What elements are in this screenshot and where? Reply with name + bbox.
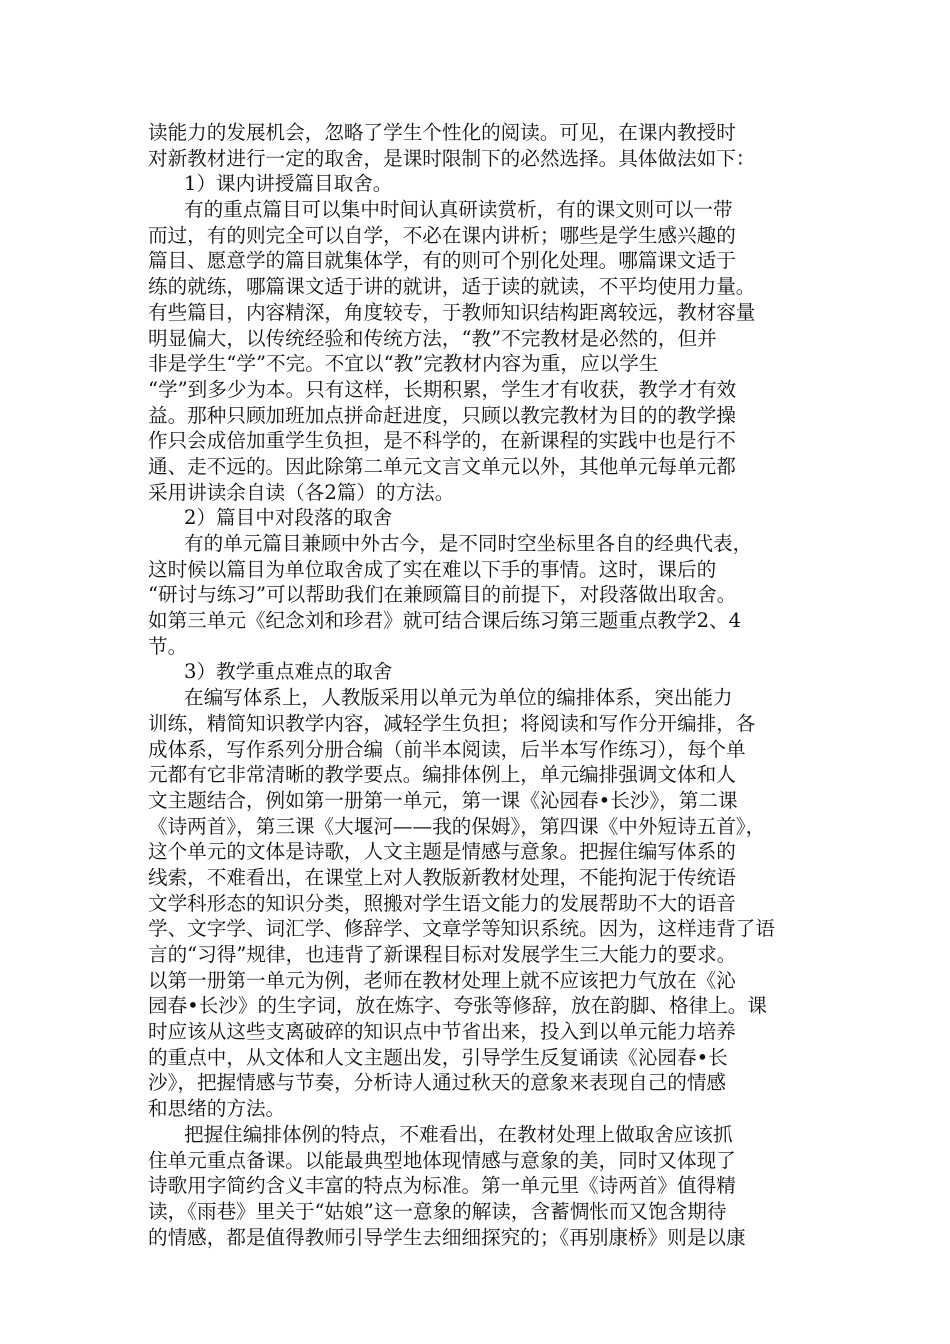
text-line: 在编写体系上，人教版采用以单元为单位的编排体系，突出能力: [184, 686, 733, 710]
text-line: 读能力的发展机会，忽略了学生个性化的阅读。可见，在课内教授时: [148, 121, 736, 144]
text-line: 如第三单元《纪念刘和珍君》就可结合课后练习第三题重点教学2、4: [148, 609, 742, 633]
text-line: 益。那种只顾加班加点拼命赶进度，只顾以教完教材为目的的教学操: [148, 403, 736, 427]
text-line: 言的“习得”规律，也违背了新课程目标对发展学生三大能力的要求。: [148, 943, 737, 966]
text-line: 文主题结合，例如第一册第一单元，第一课《沁园春•长沙》，第二课: [148, 788, 738, 812]
text-line: 明显偏大，以传统经验和传统方法，“教”不完教材是必然的，但并: [148, 326, 717, 350]
text-line: “研讨与练习”可以帮助我们在兼顾篇目的前提下，对段落做出取舍。: [148, 583, 737, 607]
text-line: 的重点中，从文体和人文主题出发，引导学生反复诵读《沁园春•长: [148, 1045, 728, 1069]
text-line: 练的就练，哪篇课文适于讲的就讲，适于读的就读，不平均使用力量。: [148, 275, 756, 299]
text-line: “学”到多少为本。只有这样，长期积累，学生才有收获，教学才有效: [148, 377, 737, 401]
text-line: 有的重点篇目可以集中时间认真研读赏析，有的课文则可以一带: [184, 198, 733, 222]
text-line: 1）课内讲授篇目取舍。: [184, 172, 393, 196]
document-page: [148, 120, 828, 1250]
text-line: 把握住编排体例的特点，不难看出，在教材处理上做取舍应该抓: [184, 1122, 733, 1146]
text-line: 时应该从这些支离破碎的知识点中节省出来，投入到以单元能力培养: [148, 1020, 736, 1044]
text-line: 《诗两首》，第三课《大堰河——我的保姆》，第四课《中外短诗五首》，: [148, 814, 766, 838]
text-line: 诗歌用字简约含义丰富的特点为标准。第一单元里《诗两首》值得精: [148, 1174, 736, 1198]
text-line: 采用讲读余自读（各2篇）的方法。: [148, 480, 455, 504]
text-line: 通、走不远的。因此除第二单元文言文单元以外，其他单元每单元都: [148, 454, 736, 478]
text-line: 以第一册第一单元为例，老师在教材处理上就不应该把力气放在《沁: [148, 968, 736, 992]
text-line: 学、文字学、词汇学、修辞学、文章学等知识系统。因为，这样违背了语: [148, 917, 775, 941]
text-line: 2）篇目中对段落的取舍: [184, 506, 393, 530]
text-line: 作只会成倍加重学生负担，是不科学的，在新课程的实践中也是行不: [148, 429, 736, 453]
text-line: 和思绪的方法。: [148, 1097, 286, 1121]
text-line: 这时候以篇目为单位取舍成了实在难以下手的事情。这时，课后的: [148, 557, 717, 581]
text-line: 读，《雨巷》里关于“姑娘”这一意象的解读，含蓄惆怅而又饱含期待: [148, 1199, 727, 1223]
text-line: 园春•长沙》的生字词，放在炼字、夸张等修辞，放在韵脚、格律上。课: [148, 994, 767, 1018]
text-line: 这个单元的文体是诗歌，人文主题是情感与意象。把握住编写体系的: [148, 840, 736, 864]
text-line: 的情感，都是值得教师引导学生去细细探究的；《再别康桥》则是以康: [148, 1225, 746, 1249]
text-line: 训练，精简知识教学内容，减轻学生负担；将阅读和写作分开编排，各: [148, 711, 756, 735]
text-line: 住单元重点备课。以能最典型地体现情感与意象的美，同时又体现了: [148, 1148, 736, 1172]
text-line: 有的单元篇目兼顾中外古今，是不同时空坐标里各自的经典代表，: [184, 532, 753, 555]
text-line: 而过，有的则完全可以自学，不必在课内讲析；哪些是学生感兴趣的: [148, 223, 736, 247]
text-line: 3）教学重点难点的取舍: [184, 660, 393, 684]
text-line: 沙》，把握情感与节奏，分析诗人通过秋天的意象来表现自己的情感: [148, 1071, 727, 1095]
text-line: 有些篇目，内容精深，角度较专，于教师知识结构距离较远，教材容量: [148, 300, 756, 324]
text-line: 线索，不难看出，在课堂上对人教版新教材处理，不能拘泥于传统语: [148, 865, 736, 889]
text-line: 节。: [148, 634, 188, 658]
text-line: 成体系，写作系列分册合编（前半本阅读，后半本写作练习），每个单: [148, 737, 746, 761]
text-line: 文学科形态的知识分类，照搬对学生语文能力的发展帮助不大的语音: [148, 891, 736, 915]
text-line: 篇目、愿意学的篇目就集体学，有的则可个别化处理。哪篇课文适于: [148, 249, 736, 273]
text-line: 对新教材进行一定的取舍，是课时限制下的必然选择。具体做法如下：: [148, 146, 756, 170]
text-line: 元都有它非常清晰的教学要点。编排体例上，单元编排强调文体和人: [148, 763, 736, 787]
text-line: 非是学生“学”不完。不宜以“教”完教材内容为重，应以学生: [148, 352, 659, 376]
